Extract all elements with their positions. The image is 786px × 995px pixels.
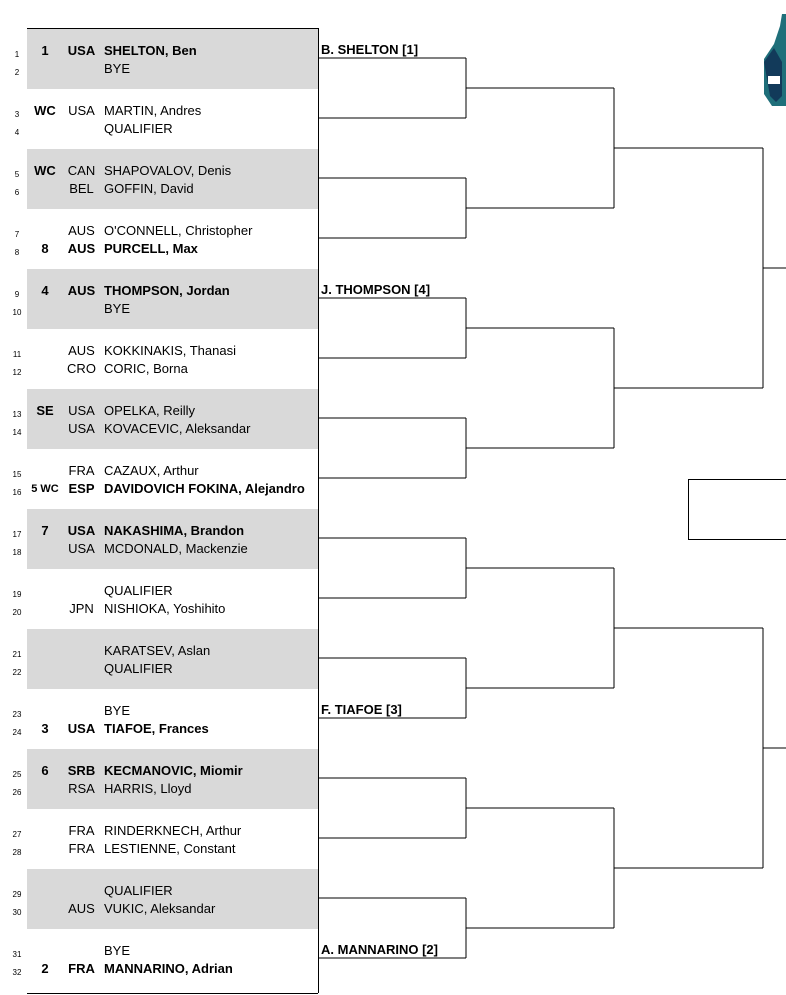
draw-position-number: 12 (12, 368, 22, 377)
draw-position-number: 5 (14, 170, 20, 179)
draw-position-number: 27 (12, 830, 22, 839)
draw-position-number: 19 (12, 590, 22, 599)
player-name: NISHIOKA, Yoshihito (104, 601, 226, 616)
country-code: AUS (68, 343, 95, 358)
round1-winner-label: J. THOMPSON [4] (321, 282, 431, 297)
country-code: BEL (69, 181, 94, 196)
draw-position-number: 10 (12, 308, 22, 317)
seed-label: 6 (41, 763, 49, 778)
player-name: QUALIFIER (104, 583, 173, 598)
draw-position-number: 31 (12, 950, 22, 959)
round1-winner-label: A. MANNARINO [2] (321, 942, 438, 957)
draw-position-number: 13 (12, 410, 22, 419)
player-name: BYE (104, 301, 131, 316)
player-name: KOKKINAKIS, Thanasi (104, 343, 236, 358)
country-code: USA (68, 421, 95, 436)
country-code: FRA (68, 841, 95, 856)
draw-position-number: 8 (14, 248, 20, 257)
country-code: ESP (68, 481, 95, 496)
player-name: MANNARINO, Adrian (104, 961, 233, 976)
country-code: AUS (67, 241, 96, 256)
player-name: THOMPSON, Jordan (104, 283, 230, 298)
draw-position-number: 17 (12, 530, 22, 539)
draw-position-number: 22 (12, 668, 22, 677)
player-name: KECMANOVIC, Miomir (104, 763, 243, 778)
draw-position-number: 16 (12, 488, 22, 497)
seed-label: 1 (41, 43, 49, 58)
draw-position-number: 15 (12, 470, 22, 479)
player-name: SHAPOVALOV, Denis (104, 163, 232, 178)
draw-position-number: 21 (12, 650, 22, 659)
player-name: SHELTON, Ben (104, 43, 197, 58)
player-name: MARTIN, Andres (104, 103, 202, 118)
country-code: JPN (69, 601, 94, 616)
player-name: MCDONALD, Mackenzie (104, 541, 248, 556)
draw-position-number: 28 (12, 848, 22, 857)
draw-position-number: 25 (12, 770, 22, 779)
player-name: CAZAUX, Arthur (104, 463, 199, 478)
seed-label: 7 (41, 523, 49, 538)
player-name: BYE (104, 943, 131, 958)
player-name: TIAFOE, Frances (104, 721, 209, 736)
country-code: USA (68, 541, 95, 556)
player-name: NAKASHIMA, Brandon (104, 523, 245, 538)
final-result-box (688, 479, 786, 540)
player-name: PURCELL, Max (104, 241, 198, 256)
draw-position-number: 1 (14, 50, 20, 59)
seed-label: 8 (41, 241, 49, 256)
country-code: USA (67, 43, 96, 58)
country-code: USA (67, 721, 96, 736)
country-code: FRA (68, 823, 95, 838)
country-code: USA (68, 403, 95, 418)
player-name: KARATSEV, Aslan (104, 643, 211, 658)
round1-winner-label: B. SHELTON [1] (321, 42, 419, 57)
draw-position-number: 9 (14, 290, 20, 299)
draw-position-number: 11 (12, 350, 22, 359)
player-name: LESTIENNE, Constant (104, 841, 236, 856)
player-name: QUALIFIER (104, 121, 173, 136)
country-code: FRA (68, 961, 95, 976)
player-name: OPELKA, Reilly (104, 403, 196, 418)
draw-position-number: 6 (14, 188, 20, 197)
player-name: CORIC, Borna (104, 361, 188, 376)
seed-label: WC (34, 103, 56, 118)
draw-position-number: 24 (12, 728, 22, 737)
draw-position-number: 2 (14, 68, 20, 77)
round1-winner-label: F. TIAFOE [3] (321, 702, 402, 717)
draw-position-number: 3 (14, 110, 20, 119)
draw-position-number: 4 (14, 128, 20, 137)
player-name: KOVACEVIC, Aleksandar (104, 421, 251, 436)
player-name: DAVIDOVICH FOKINA, Alejandro (104, 481, 305, 496)
draw-position-number: 7 (14, 230, 20, 239)
country-code: USA (68, 103, 95, 118)
draw-position-number: 14 (12, 428, 22, 437)
player-name: QUALIFIER (104, 661, 173, 676)
seed-label: 5 WC (31, 483, 59, 495)
country-code: FRA (68, 463, 95, 478)
player-name: O'CONNELL, Christopher (104, 223, 253, 238)
draw-position-number: 26 (12, 788, 22, 797)
draw-position-number: 30 (12, 908, 22, 917)
seed-label: WC (34, 163, 56, 178)
country-code: AUS (68, 901, 95, 916)
player-name: BYE (104, 703, 131, 718)
draw-position-number: 29 (12, 890, 22, 899)
tournament-logo-icon (760, 14, 786, 106)
country-code: AUS (68, 223, 95, 238)
player-name: RINDERKNECH, Arthur (104, 823, 242, 838)
player-name: QUALIFIER (104, 883, 173, 898)
draw-position-number: 32 (12, 968, 22, 977)
seed-label: 4 (41, 283, 49, 298)
country-code: CRO (67, 361, 96, 376)
country-code: AUS (67, 283, 96, 298)
player-name: BYE (104, 61, 131, 76)
draw-position-number: 20 (12, 608, 22, 617)
player-name: GOFFIN, David (104, 181, 194, 196)
draw-position-number: 18 (12, 548, 22, 557)
country-code: SRB (67, 763, 96, 778)
country-code: USA (67, 523, 96, 538)
seed-label: SE (36, 403, 54, 418)
player-name: HARRIS, Lloyd (104, 781, 192, 796)
seed-label: 2 (41, 961, 49, 976)
seed-label: 3 (41, 721, 49, 736)
country-code: CAN (67, 163, 96, 178)
country-code: RSA (68, 781, 95, 796)
player-name: VUKIC, Aleksandar (104, 901, 216, 916)
draw-position-number: 23 (12, 710, 22, 719)
